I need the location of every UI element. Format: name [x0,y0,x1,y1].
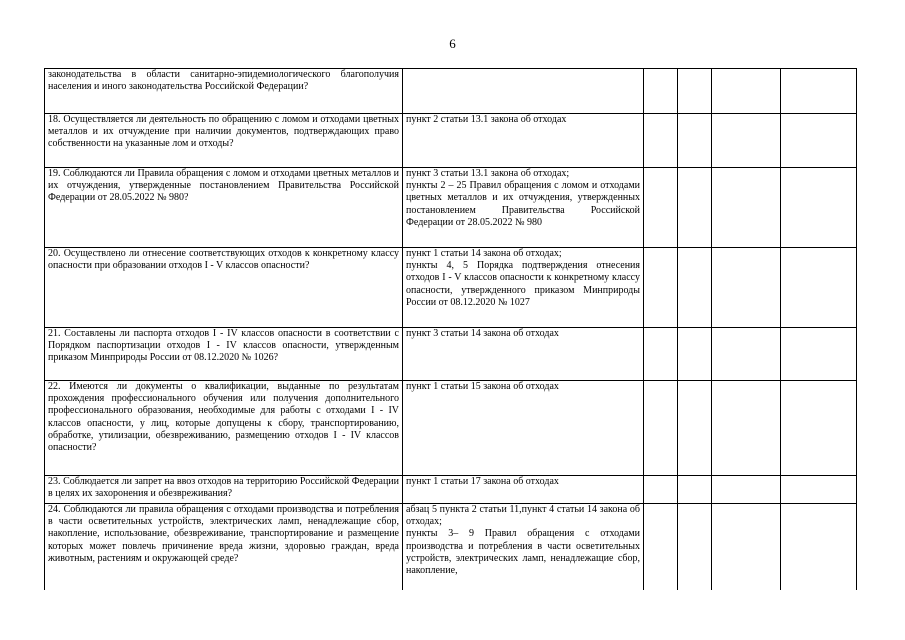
note-cell [781,69,857,114]
legal-basis-cell: пункт 1 статьи 17 закона об отходах [403,476,644,504]
legal-basis-line: пункты 2 – 25 Правил обращения с ломом и отходами цветных металлов и их отчуждения, утвержденных постановлением Правительства Российской Федерации от 28.05.2022 № 980 [406,180,640,228]
answer-cell-no [678,504,712,590]
question-cell: 18. Осуществляется ли деятельность по обращению с ломом и отходами цветных металлов и их отчуждение при наличии документов, подтверждающих право собственности на указанные лом и отходы? [45,114,403,168]
answer-cell-not-applicable [712,381,781,476]
note-cell [781,114,857,168]
legal-basis-cell [403,248,644,328]
question-cell: 20. Осуществлено ли отнесение соответствующих отходов к конкретному классу опасности при образовании отходов I - V классов опасности? [45,248,403,328]
legal-basis-cell: пункт 3 статьи 14 закона об отходах [403,328,644,381]
checklist-table [44,68,857,590]
question-cell: 19. Соблюдаются ли Правила обращения с ломом и отходами цветных металлов и их отчуждения, утвержденные постановлением Правительства Российской Федерации от 28.05.2022 № 980? [45,168,403,248]
legal-basis-line: пункт 3 статьи 13.1 закона об отходах; [406,168,570,179]
table-row [45,328,857,381]
table-row [45,381,857,476]
legal-basis-cell [403,168,644,248]
legal-basis-line: пункт 1 статьи 14 закона об отходах; [406,248,562,259]
table-row [45,504,857,590]
page-number: 6 [449,36,456,51]
legal-basis-line: пункты 4, 5 Порядка подтверждения отнесения отходов I - V классов опасности к конкретному классу опасности, утвержденного приказом Минприроды России от 08.12.2020 № 1027 [406,260,640,308]
answer-cell-yes [644,476,678,504]
legal-basis-cell [403,504,644,590]
legal-basis-cell: пункт 2 статьи 13.1 закона об отходах [403,114,644,168]
legal-basis-line: пункты 3– 9 Правил обращения с отходами производства и потребления в части осветительных устройств, электрических ламп, ненадлежащие сбор, накопление, [406,528,640,577]
table-row [45,168,857,248]
table-row [45,69,857,114]
note-cell [781,328,857,381]
answer-cell-no [678,69,712,114]
answer-cell-no [678,328,712,381]
answer-cell-yes [644,381,678,476]
answer-cell-yes [644,248,678,328]
answer-cell-not-applicable [712,114,781,168]
answer-cell-not-applicable [712,168,781,248]
note-cell [781,504,857,590]
answer-cell-not-applicable [712,504,781,590]
legal-basis-cell: пункт 1 статьи 15 закона об отходах [403,381,644,476]
note-cell [781,248,857,328]
question-cell: 22. Имеются ли документы о квалификации, выданные по результатам прохождения профессионального обучения или получения дополнительного профессионального образования, необходимые для работы с отходами I - IV классов опасности, у лиц, которые допущены к сбору, транспортированию, обработке, утилизации, обезвреживанию, размещению отходов I - IV классов опасности? [45,381,403,476]
answer-cell-not-applicable [712,328,781,381]
answer-cell-no [678,248,712,328]
answer-cell-not-applicable [712,69,781,114]
table-row [45,476,857,504]
legal-basis-line: абзац 5 пункта 2 статьи 11,пункт 4 статьи 14 закона об отходах; [406,504,640,528]
legal-basis-cell [403,69,644,114]
answer-cell-yes [644,504,678,590]
answer-cell-no [678,114,712,168]
answer-cell-no [678,476,712,504]
table-row [45,248,857,328]
question-cell: 24. Соблюдаются ли правила обращения с отходами производства и потребления в части осветительных устройств, электрических ламп, ненадлежащие сбор, накопление, использование, обезвреживание, транспортирование и размещение которых может повлечь причинение вреда жизни, здоровью граждан, вреда животным, растениям и окружающей среде? [45,504,403,590]
question-cell: 23. Соблюдается ли запрет на ввоз отходов на территорию Российской Федерации в целях их захоронения и обезвреживания? [45,476,403,504]
question-cell: 21. Составлены ли паспорта отходов I - IV классов опасности в соответствии с Порядком паспортизации отходов I - IV классов опасности, утвержденным приказом Минприроды России от 08.12.2020 № 1026? [45,328,403,381]
answer-cell-not-applicable [712,476,781,504]
note-cell [781,476,857,504]
answer-cell-yes [644,69,678,114]
answer-cell-yes [644,114,678,168]
question-cell: законодательства в области санитарно-эпидемиологического благополучия населения и иного законодательства Российской Федерации? [45,69,403,114]
answer-cell-yes [644,168,678,248]
answer-cell-yes [644,328,678,381]
answer-cell-not-applicable [712,248,781,328]
note-cell [781,168,857,248]
answer-cell-no [678,168,712,248]
table-row [45,114,857,168]
note-cell [781,381,857,476]
answer-cell-no [678,381,712,476]
